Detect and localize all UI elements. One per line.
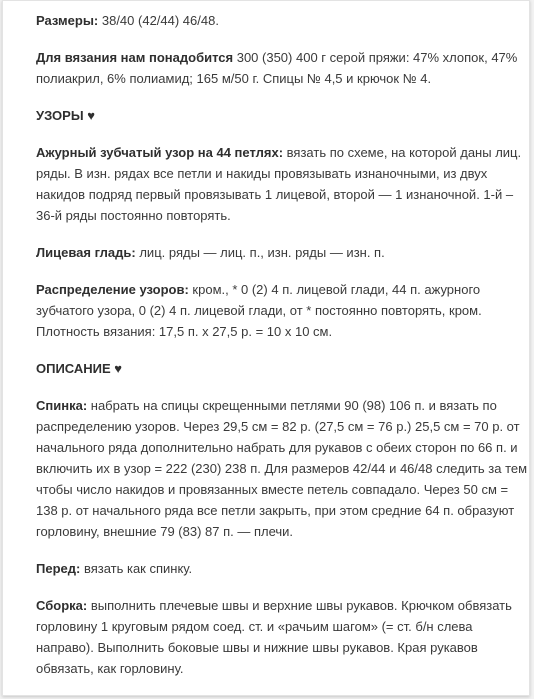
materials-label: Для вязания нам понадобится [36,50,234,65]
front-paragraph [36,558,528,579]
stockinette-paragraph [36,242,528,263]
sizes-text: 38/40 (42/44) 46/48. [98,13,219,28]
distribution-paragraph [36,279,528,342]
description-heading-title: ОПИСАНИЕ [36,361,111,376]
heart-icon: ♥ [87,108,95,123]
front-text: вязать как спинку. [80,561,193,576]
description-heading [36,358,528,379]
back-label: Спинка: [36,398,88,413]
stockinette-label: Лицевая гладь: [36,245,136,260]
assembly-paragraph [36,595,528,679]
patterns-heading [36,105,528,126]
article-content [36,1,528,695]
heart-icon: ♥ [114,361,122,376]
distribution-label: Распределение узоров: [36,282,189,297]
patterns-heading-title: УЗОРЫ [36,108,84,123]
materials-text: 300 (350) 400 г серой пряжи: 47% хлопок, 47% полиакрил, 6% полиамид; 165 м/50 г. Спицы № 4,5 и крючок № 4. [36,50,518,86]
assembly-label: Сборка: [36,598,88,613]
materials-paragraph [36,47,528,89]
article-card [2,0,530,696]
back-text: набрать на спицы скрещенными петлями 90 (98) 106 п. и вязать по распределению узоров. Через 29,5 см = 82 р. (27,5 см = 76 р.) 25,5 см = 70 р. от начального ряда дополнительно набрать для рукавов с обеих сторон по 66 п. и включить их в узор = 222 (230) 238 п. Для размеров 42/44 и 46/48 следить за тем чтобы число накидов и провязанных вместе петель совпадало. Через 50 см = 138 р. от начального ряда все петли закрыть, при этом средние 64 п. образуют горловину, внешние 79 (83) 87 п. — плечи. [36,398,528,539]
lace-label: Ажурный зубчатый узор на 44 петлях: [36,145,284,160]
front-label: Перед: [36,561,81,576]
assembly-text: выполнить плечевые швы и верхние швы рукавов. Крючком обвязать горловину 1 круговым рядом соед. ст. и «рачьим шагом» (= ст. б/н слева направо). Выполнить боковые швы и нижние швы рукавов. Края рукавов обвязать, как горловину. [36,598,512,676]
stockinette-text: лиц. ряды — лиц. п., изн. ряды — изн. п. [135,245,385,260]
sizes-label: Размеры: [36,13,99,28]
distribution-text: кром., * 0 (2) 4 п. лицевой глади, 44 п. ажурного зубчатого узора, 0 (2) 4 п. лицевой глади, от * постоянно повторять, кром. Плотность вязания: 17,5 п. х 27,5 р. = 10 х 10 см. [36,282,482,339]
back-paragraph [36,395,528,542]
sizes-paragraph [36,10,528,31]
lace-paragraph [36,142,528,226]
lace-text: вязать по схеме, на которой даны лиц. ряды. В изн. рядах все петли и накиды провязывать изнаночными, из двух накидов подряд первый провязывать 1 лицевой, второй — 1 изнаночной. 1-й – 36-й ряды постоянно повторять. [36,145,522,223]
